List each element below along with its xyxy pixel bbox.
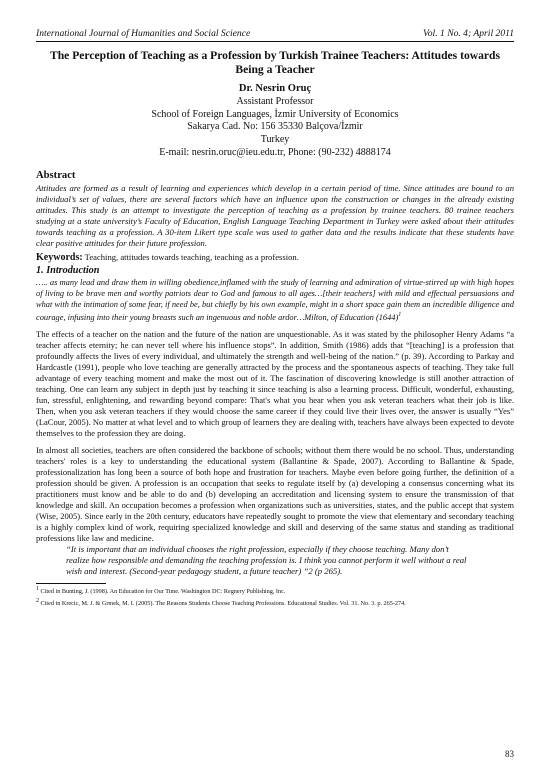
body-paragraph-1: The effects of a teacher on the nation and the future of the nation are unquestionable. As it was stated by the philosopher Henry Adams “a teacher affects eternity; he can never tell where his influence stops”. In addition, Smith (1986) adds that “[teaching] is a profession that profoundly affects the lives of every individual, and ultimately the strength and well-being of the nation.” (p. 39). According to Parkay and Hardcastle (1991), people who love teaching are generally attracted by the process and the spontaneous aspects of teaching. They take full advantage of every teaching moment and make the most out of it. The fascination of discovering knowledge is still another attraction of teaching. One can learn any subject in depth just by teaching it since teaching is also a learning process. Difficult, wonderful, exhausting, fun, stressful, enlightening, and rewarding beyond compare: That's what you hear when you ask veteran teachers what their job is like. Then, when you ask veteran teachers if they would choose the same career if they could live their lives over, the answer is usually “Yes” (LaCour, 2005). No matter at what level and to which group of learners they are dealing with, teachers have always been expected to devote themselves to the profession they are doing. [36,328,514,438]
epigraph [36,277,514,323]
paper-title: The Perception of Teaching as a Profession by Turkish Trainee Teachers: Attitudes towards Being a Teacher [49,49,501,76]
author-block [36,83,514,160]
keywords-label: Keywords: [36,251,83,263]
section-heading-introduction: 1. Introduction [36,264,100,276]
author-country: Turkey [260,134,290,146]
keywords-text: Teaching, attitudes towards teaching, teaching as a profession. [84,251,299,262]
epigraph-text: ….. as many lead and draw them in willing obedience,inflamed with the study of learning and admiration of virtue-stirred up with high hopes of living to be brave men and worthy patriots dear to God and famous to all ages…[their teachers] with mild and effectual persuasions and what with the intimation of some fear, if need be, but chiefly by his own example, might in a short space gain them an incredible diligence and courage, infusing into their young breasts such an ingenuous and noble ardor…Milton, of Education (1644) [36,277,514,322]
abstract-heading: Abstract [36,169,76,181]
footnote-rule [36,583,106,584]
footnote-2 [36,597,514,608]
author-contact: E-mail: nesrin.oruc@ieu.edu.tr, Phone: (90-232) 4888174 [159,146,391,158]
issue-info: Vol. 1 No. 4; April 2011 [422,28,514,39]
page-number: 83 [505,749,514,759]
author-position: Assistant Professor [236,95,314,107]
journal-name: International Journal of Humanities and Social Science [36,28,251,39]
footnote-1 [36,585,514,596]
keywords [36,252,514,263]
footnote-2-text: Cited in Krecic, M. J. & Grmek, M. I. (2005). The Reasons Students Choose Teaching Professions. Educational Studies. Vol. 31. No. 3. p. 265-274. [40,600,406,608]
author-school: School of Foreign Languages, İzmir University of Economics [151,108,399,120]
footnote-ref-1: 1 [398,311,402,318]
footnote-1-text: Cited in Bunting, J. (1998). An Education for Our Time. Washington DC: Regnery Publishing, Inc. [40,588,286,596]
author-name: Dr. Nesrin Oruç [238,83,312,94]
footnote-2-number: 2 [36,598,39,605]
abstract-text: Attitudes are formed as a result of learning and experiences which develop in a certain period of time. Since attitudes are bound to an individual’s set of values, there are several factors which have an influence upon the construction or changes in the already existing attitudes. This study is an attempt to investigate the perception of teaching as a profession by trainee teachers. 80 trainee teachers studying at a state university’s Faculty of Education, English Language Teaching Department in Turkey were asked about their attitudes towards teaching as a profession. A 30-item Likert type scale was used to gather data and the results indicate that these students have clear positive attitudes for their future profession. [36,182,514,248]
author-address: Sakarya Cad. No: 156 35330 Balçova/İzmir [187,121,363,133]
running-header [36,28,514,42]
body-paragraph-2: In almost all societies, teachers are often considered the backbone of schools; without them there would be no school. Thus, understanding teachers' roles is a key to understanding the educational system (Ballantine & Spade, 2007). According to Ballantine & Spade, professionalization has long been a source of both hope and frustration for teachers. Maybe even before going further, the definition of a profession should be given. A profession is an occupation that seeks to regulate itself by (a) developing a consensus concerning what its practitioners must know and be able to do and (b) developing an accreditation and licensing system to ensure the transmission of that knowledge and skill. An occupation becomes a profession when organizations such as universities, states, and the public accept that system (Wise, 2005). Since early in the 20th century, educators have repeatedly sought to promote the view that elementary and secondary teaching is a highly complex kind of work, requiring specialized knowledge and skill and deserving of the same status and standing as traditional professions like law and medicine. [36,444,514,543]
page-content [36,28,514,608]
footnote-1-number: 1 [36,586,39,593]
block-quote: “It is important that an individual chooses the right profession, especially if they choose teaching. Many don’t realize how responsible and demanding the teaching profession is. I think you cannot perform it well without a real wish and interest. (Second-year pedagogy student, a future teacher) ”2 (p 265). [66,543,467,576]
